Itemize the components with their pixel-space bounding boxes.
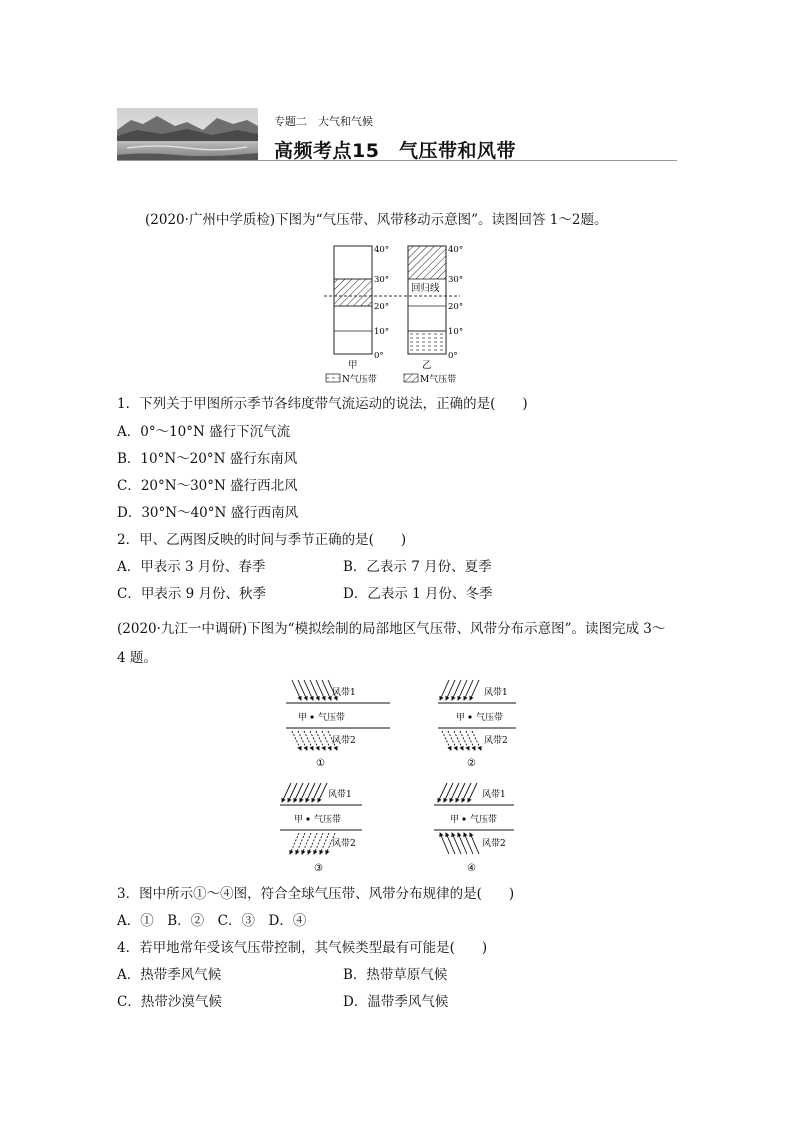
lat-label-right: 40° — [448, 245, 464, 255]
panel-3-wind2-arrows — [290, 833, 335, 854]
panel-2-wind2-arrows — [442, 731, 481, 750]
panel-4-wind1-arrows — [438, 783, 477, 802]
q4-option-b: B．热带草原气候 — [343, 967, 448, 983]
wind1-label: 风带1 — [332, 688, 356, 698]
wind2-label: 风带2 — [484, 736, 508, 746]
wind-arrow — [292, 731, 301, 750]
wind1-label: 风带1 — [328, 790, 352, 800]
wind2-label: 风带2 — [332, 736, 356, 746]
panel-label-1: ① — [316, 758, 325, 769]
lat-label-right: 0° — [448, 351, 458, 361]
q2-option-c: C．甲表示 9 月份、秋季 — [117, 586, 267, 602]
panel-label-4: ④ — [467, 863, 476, 874]
lat-label-left: 30° — [374, 275, 390, 285]
q2-option-d: D．乙表示 1 月份、冬季 — [343, 586, 493, 602]
belt-label: 气压带 — [470, 815, 498, 825]
panel-1-wind1-arrows — [292, 680, 337, 700]
panel-4-wind2-arrows — [440, 833, 479, 854]
lat-label-left: 0° — [374, 351, 384, 361]
q4-option-d: D．温带季风气候 — [343, 994, 449, 1010]
belt-label: 气压带 — [318, 713, 346, 723]
panel-label-3: ③ — [314, 863, 323, 874]
wind1-label: 风带1 — [482, 790, 506, 800]
legend-n-label: N气压带 — [342, 375, 377, 385]
panel-1-wind2-arrows — [292, 731, 337, 750]
point-jia: 甲 — [294, 815, 304, 825]
wind-arrow — [442, 731, 451, 750]
column-jia — [334, 246, 372, 354]
legend-n-swatch — [326, 374, 340, 382]
lat-label-left: 20° — [374, 302, 390, 312]
page-title: 高频考点15 气压带和风带 — [274, 140, 516, 162]
q1-option-d: D．30°N～40°N 盛行西南风 — [117, 505, 299, 521]
intro-q1-2: (2020·广州中学质检)下图为“气压带、风带移动示意图”。读图回答 1～2题。 — [145, 212, 608, 228]
wind2-label: 风带2 — [332, 839, 356, 849]
q2-stem: 2．甲、乙两图反映的时间与季节正确的是( ) — [117, 532, 407, 548]
legend-m-swatch — [404, 374, 418, 382]
q2-option-a: A．甲表示 3 月份、春季 — [117, 559, 266, 575]
point-jia: 甲 — [298, 713, 308, 723]
belt-label: 气压带 — [314, 815, 342, 825]
caption-jia: 甲 — [348, 360, 358, 371]
q1-option-a: A．0°～10°N 盛行下沉气流 — [117, 424, 291, 440]
wind1-label: 风带1 — [484, 688, 508, 698]
intro-q3-4-line2: 4 题。 — [117, 650, 157, 666]
q1-stem: 1．下列关于甲图所示季节各纬度带气流运动的说法，正确的是( ) — [117, 396, 528, 412]
panel-label-2: ② — [467, 758, 476, 769]
q3-options: A．① B．② C．③ D．④ — [117, 913, 307, 929]
legend-m-label: M气压带 — [420, 375, 457, 385]
panel-2-wind1-arrows — [440, 680, 479, 700]
figure-pressure-belt-shift — [320, 240, 480, 392]
lat-label-left: 40° — [374, 245, 390, 255]
point-jia: 甲 — [456, 713, 466, 723]
header-landscape-photo — [117, 108, 258, 160]
lat-label-right: 10° — [448, 327, 464, 337]
lat-label-left: 10° — [374, 327, 390, 337]
wind2-label: 风带2 — [482, 839, 506, 849]
intro-q3-4-line1: (2020·九江一中调研)下图为“模拟绘制的局部地区气压带、风带分布示意图”。读图完成 3～ — [117, 621, 666, 637]
q3-stem: 3．图中所示①～④图，符合全球气压带、风带分布规律的是( ) — [117, 886, 515, 902]
figure-wind-belts — [270, 676, 530, 882]
tropic-label: 回归线 — [411, 283, 440, 294]
lat-label-right: 20° — [448, 302, 464, 312]
point-jia: 甲 — [450, 815, 460, 825]
q4-stem: 4．若甲地常年受该气压带控制，其气候类型最有可能是( ) — [117, 940, 488, 956]
panel-4 — [434, 788, 514, 874]
panel-1 — [286, 686, 390, 769]
caption-yi: 乙 — [422, 360, 432, 371]
lat-label-right: 30° — [448, 275, 464, 285]
header-divider — [117, 160, 677, 161]
column-yi — [408, 246, 446, 354]
q4-option-c: C．热带沙漠气候 — [117, 994, 222, 1010]
panel-3-wind1-arrows — [282, 783, 327, 802]
panel-3 — [280, 788, 362, 874]
q1-option-c: C．20°N～30°N 盛行西北风 — [117, 478, 298, 494]
subject-label: 专题二 大气和气候 — [274, 115, 373, 128]
q1-option-b: B．10°N～20°N 盛行东南风 — [117, 451, 298, 467]
q4-option-a: A．热带季风气候 — [117, 967, 222, 983]
panel-2 — [438, 686, 516, 769]
belt-label: 气压带 — [476, 713, 504, 723]
q2-option-b: B．乙表示 7 月份、夏季 — [343, 559, 492, 575]
